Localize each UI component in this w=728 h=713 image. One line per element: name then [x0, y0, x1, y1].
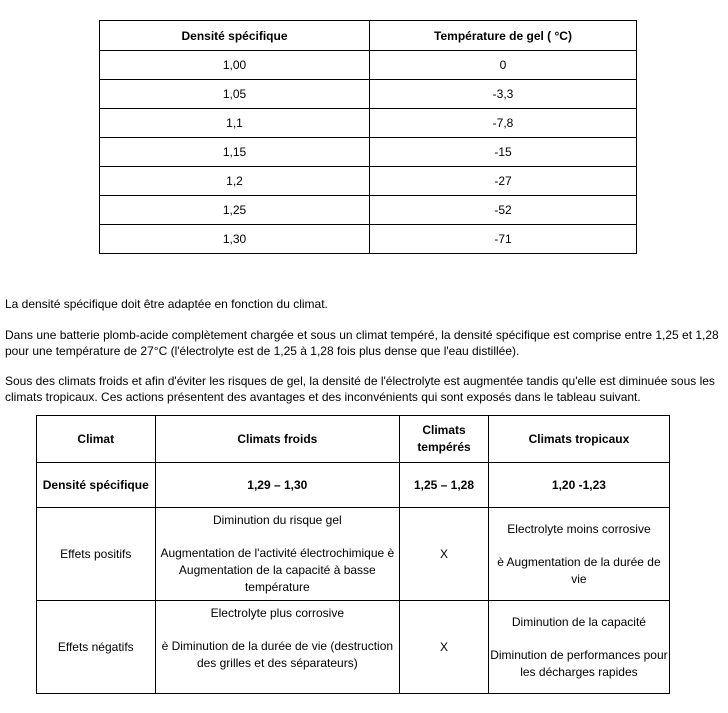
column-header-density: Densité spécifique — [100, 21, 370, 51]
column-header-tropical: Climats tropicaux — [488, 416, 669, 463]
table-row-density — [37, 463, 670, 508]
temperate-negative-cell: X — [400, 601, 489, 694]
table-row — [100, 138, 637, 167]
temperate-positive-cell: X — [400, 508, 489, 601]
freeze-temp-cell: -7,8 — [370, 109, 637, 138]
table-row-negative-effects — [37, 601, 670, 694]
density-cell: 1,2 — [100, 167, 370, 196]
table-row — [100, 196, 637, 225]
tropical-negative-line-1: Diminution de la capacité — [511, 614, 646, 629]
freeze-temp-cell: -27 — [370, 167, 637, 196]
tropical-positive-line-2: è Augmentation de la durée de vie — [497, 554, 661, 586]
tropical-negative-line-2: Diminution de performances pour les décharges rapides — [490, 647, 668, 679]
freeze-temp-cell: -71 — [370, 225, 637, 254]
cold-negative-line-2: è Diminution de la durée de vie (destruction des grilles et des séparateurs) — [161, 639, 394, 670]
cold-positive-line-1: Diminution du risque gel — [212, 513, 342, 527]
tropical-negative-cell — [488, 601, 669, 694]
column-header-temperate: Climats tempérés — [400, 416, 489, 463]
cold-positive-cell — [155, 508, 400, 601]
density-cell: 1,00 — [100, 51, 370, 80]
table-row — [100, 80, 637, 109]
intro-paragraph: La densité spécifique doit être adaptée en fonction du climat. — [5, 297, 328, 311]
table-header-row — [100, 21, 637, 51]
climate-paragraph: Sous des climats froids et afin d'éviter les risques de gel, la densité de l'électrolyte est augmentée tandis qu'elle est diminuée sous les climats tropicaux. Ces actions présentent des avantages et des inconvénients qui sont exposés dans le tableau suivant. — [5, 374, 715, 404]
column-header-climat: Climat — [37, 416, 156, 463]
table-row — [100, 51, 637, 80]
row-label-negative: Effets négatifs — [37, 601, 156, 694]
freeze-temp-cell: 0 — [370, 51, 637, 80]
cold-density-cell: 1,29 – 1,30 — [155, 463, 400, 508]
tropical-density-cell: 1,20 -1,23 — [488, 463, 669, 508]
column-header-cold: Climats froids — [155, 416, 400, 463]
tropical-positive-cell — [488, 508, 669, 601]
freeze-temp-cell: -3,3 — [370, 80, 637, 109]
table-row — [100, 167, 637, 196]
table-row-positive-effects — [37, 508, 670, 601]
tropical-positive-line-1: Electrolyte moins corrosive — [507, 521, 651, 536]
density-cell: 1,05 — [100, 80, 370, 109]
density-cell: 1,25 — [100, 196, 370, 225]
row-label-density: Densité spécifique — [37, 463, 156, 508]
freezing-point-table — [99, 20, 637, 254]
density-cell: 1,1 — [100, 109, 370, 138]
density-cell: 1,30 — [100, 225, 370, 254]
density-cell: 1,15 — [100, 138, 370, 167]
temperate-paragraph: Dans une batterie plomb-acide complètement chargée et sous un climat tempéré, la densité spécifique est comprise entre 1,25 et 1,28 pour une température de 27°C (l'électrolyte est de 1,25 à 1,28 fois plus dense que l'eau distillée). — [5, 328, 719, 358]
table-row — [100, 109, 637, 138]
freeze-temp-cell: -52 — [370, 196, 637, 225]
table-row — [100, 225, 637, 254]
freeze-temp-cell: -15 — [370, 138, 637, 167]
cold-negative-line-1: Electrolyte plus corrosive — [210, 606, 345, 620]
climate-comparison-table — [36, 415, 670, 694]
cold-positive-line-2: Augmentation de l'activité électrochimique è Augmentation de la capacité à basse température — [160, 546, 395, 594]
temperate-density-cell: 1,25 – 1,28 — [400, 463, 489, 508]
cold-negative-cell — [155, 601, 400, 694]
table-header-row — [37, 416, 670, 463]
column-header-freeze-temp: Température de gel ( °C) — [370, 21, 637, 51]
row-label-positive: Effets positifs — [37, 508, 156, 601]
